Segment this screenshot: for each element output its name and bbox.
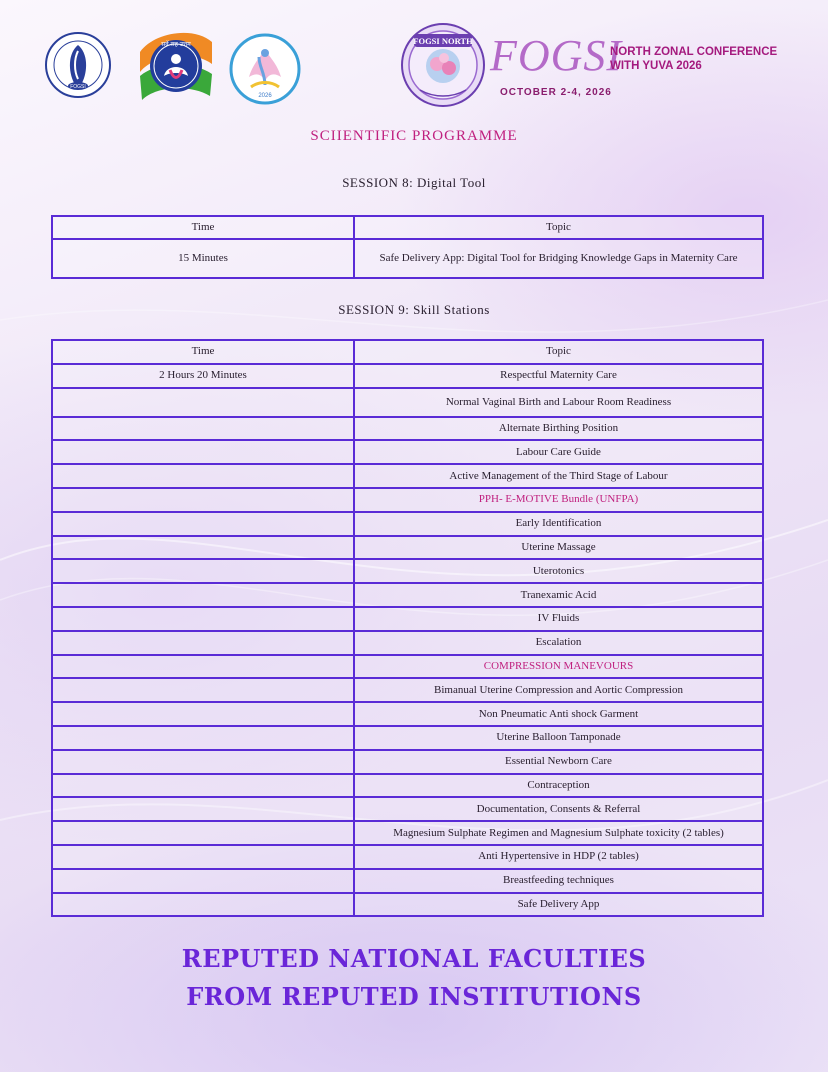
session9-title: SESSION 9: Skill Stations [338,302,490,317]
fogsi-emblem-text: FOGSI [70,84,86,90]
table-row [52,488,763,512]
table-row [52,512,763,536]
column-header-time: Time [52,340,354,364]
table-row [52,845,763,869]
brand-word-text: FOGSI [490,31,623,80]
time-cell [52,797,354,821]
conference-title-line1: NORTH ZONAL CONFERENCE [610,46,778,58]
table-row [52,536,763,560]
time-cell [52,845,354,869]
conference-title-line2: WITH YUVA 2026 [610,60,702,72]
table-row [52,631,763,655]
fogsi-north-zonal-seal [400,22,486,108]
table-header-row [52,216,763,239]
table-row [52,583,763,607]
time-cell [52,750,354,774]
table-row [52,869,763,893]
topic-cell: Labour Care Guide [354,440,763,464]
table-row [52,655,763,679]
time-cell [52,488,354,512]
time-cell [52,869,354,893]
time-cell [52,702,354,726]
topic-cell: Respectful Maternity Care [354,364,763,388]
conference-title [610,45,810,73]
table-header-row [52,340,763,364]
topic-cell: Active Management of the Third Stage of Labour [354,464,763,488]
table-row [52,388,763,417]
topic-cell: Safe Delivery App: Digital Tool for Bridging Knowledge Gaps in Maternity Care [354,239,763,278]
footer-line1: REPUTED NATIONAL FACULTIES [181,944,647,973]
topic-cell: Uterotonics [354,559,763,583]
table-row [52,750,763,774]
table-row [52,726,763,750]
footer-banner [0,940,828,1016]
time-cell [52,655,354,679]
topic-cell: Normal Vaginal Birth and Labour Room Readiness [354,388,763,417]
time-cell: 2 Hours 20 Minutes [52,364,354,388]
topic-cell: Uterine Balloon Tamponade [354,726,763,750]
seal-title-text: FOGSI NORTH [413,36,473,46]
table-row [52,797,763,821]
topic-cell: Escalation [354,631,763,655]
brand-wordmark [490,31,623,80]
programme-title: SCIIENTIFIC PROGRAMME [310,128,518,144]
time-cell: 15 Minutes [52,239,354,278]
time-cell [52,607,354,631]
table-row [52,893,763,917]
session8-table [51,215,764,279]
topic-cell: IV Fluids [354,607,763,631]
table-row [52,702,763,726]
time-cell [52,893,354,917]
topic-cell: Early Identification [354,512,763,536]
ministry-health-logo [134,24,214,104]
time-cell [52,388,354,417]
time-cell [52,631,354,655]
yuva-logo [229,33,301,105]
time-cell [52,774,354,798]
topic-cell: Contraception [354,774,763,798]
topic-cell: Anti Hypertensive in HDP (2 tables) [354,845,763,869]
time-cell [52,417,354,441]
yuva-logo-text: 2026 [258,93,272,99]
conference-date: OCTOBER 2-4, 2026 [500,87,612,98]
time-cell [52,726,354,750]
topic-cell: Documentation, Consents & Referral [354,797,763,821]
time-cell [52,559,354,583]
time-cell [52,821,354,845]
table-row [52,774,763,798]
topic-cell: Uterine Massage [354,536,763,560]
time-cell [52,536,354,560]
time-cell [52,678,354,702]
column-header-topic: Topic [354,216,763,239]
table-row [52,821,763,845]
topic-cell: Safe Delivery App [354,893,763,917]
topic-cell: Alternate Birthing Position [354,417,763,441]
table-row [52,417,763,441]
topic-cell: Essential Newborn Care [354,750,763,774]
time-cell [52,512,354,536]
table-row [52,440,763,464]
topic-cell: Breastfeeding techniques [354,869,763,893]
topic-cell: PPH- E-MOTIVE Bundle (UNFPA) [354,488,763,512]
fogsi-emblem-logo [44,31,112,99]
topic-cell: Bimanual Uterine Compression and Aortic Compression [354,678,763,702]
footer-line2: FROM REPUTED INSTITUTIONS [186,982,642,1011]
session9-table [51,339,764,917]
column-header-time: Time [52,216,354,239]
time-cell [52,583,354,607]
topic-cell: Tranexamic Acid [354,583,763,607]
topic-cell: Magnesium Sulphate Regimen and Magnesium Sulphate toxicity (2 tables) [354,821,763,845]
table-row [52,607,763,631]
table-row [52,239,763,278]
time-cell [52,464,354,488]
time-cell [52,440,354,464]
topic-cell: Non Pneumatic Anti shock Garment [354,702,763,726]
table-row [52,678,763,702]
conference-brand [490,30,790,110]
table-row [52,364,763,388]
table-row [52,559,763,583]
ministry-health-text: सर्वे सह उत्तम [161,41,191,48]
column-header-topic: Topic [354,340,763,364]
session8-title: SESSION 8: Digital Tool [342,175,486,190]
table-row [52,464,763,488]
topic-cell: COMPRESSION MANEVOURS [354,655,763,679]
